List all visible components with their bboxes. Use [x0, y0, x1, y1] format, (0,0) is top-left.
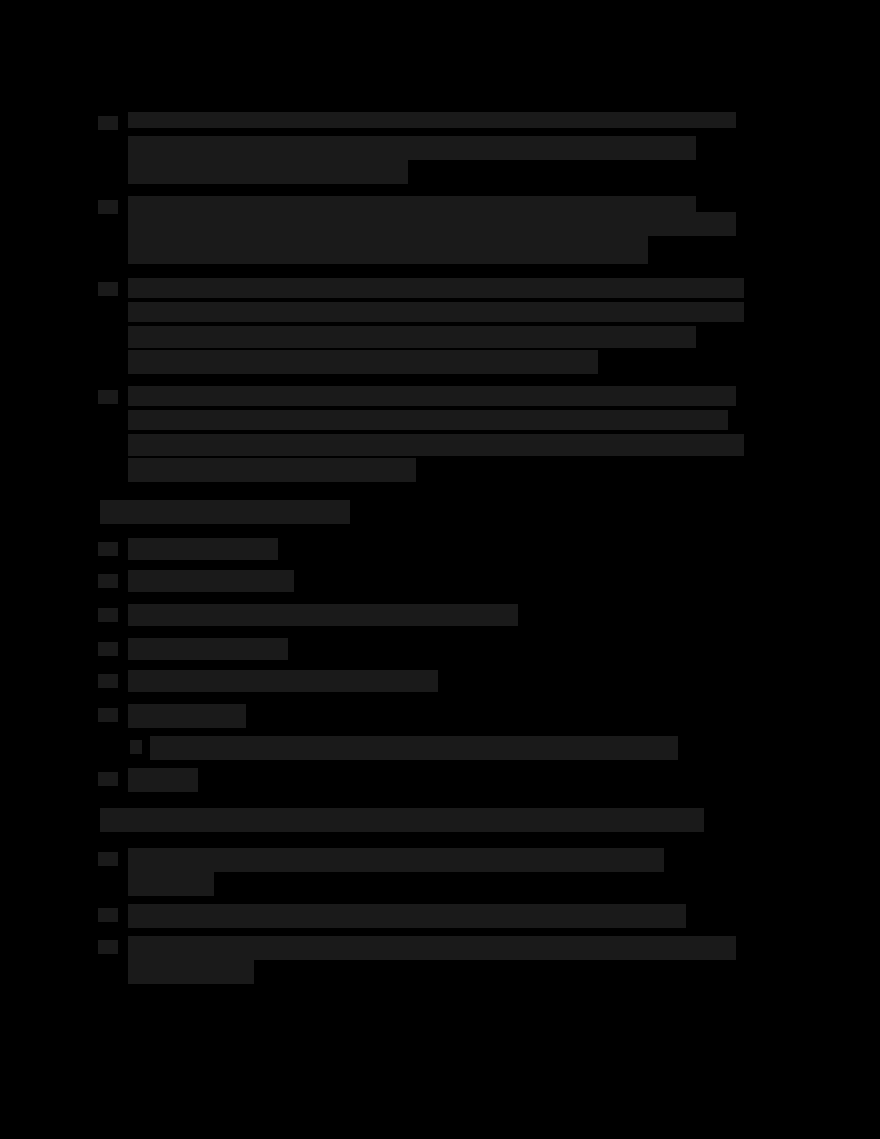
redacted-text-line	[128, 136, 696, 160]
redacted-text-line	[128, 960, 254, 984]
bullet-marker	[98, 282, 118, 296]
redacted-text-line	[128, 604, 518, 626]
redacted-text-line	[128, 848, 664, 872]
bullet-marker	[98, 708, 118, 722]
redacted-text-line	[128, 872, 214, 896]
redacted-text-line	[128, 670, 438, 692]
redacted-text-line	[150, 736, 678, 760]
redacted-text-line	[128, 904, 686, 928]
redacted-text-line	[128, 570, 294, 592]
redacted-text-line	[128, 538, 278, 560]
redacted-text-line	[128, 638, 288, 660]
redacted-text-line	[128, 434, 744, 456]
bullet-marker	[98, 642, 118, 656]
redacted-text-line	[128, 936, 736, 960]
redacted-text-line	[128, 196, 696, 212]
bullet-marker	[98, 940, 118, 954]
bullet-marker	[98, 908, 118, 922]
bullet-marker	[98, 390, 118, 404]
redacted-text-line	[128, 212, 736, 236]
redacted-text-line	[100, 500, 350, 524]
redacted-text-line	[128, 386, 736, 406]
bullet-marker	[98, 772, 118, 786]
bullet-marker	[98, 200, 118, 214]
bullet-marker	[98, 852, 118, 866]
redacted-text-line	[128, 458, 416, 482]
redacted-text-line	[128, 326, 696, 348]
redacted-text-line	[128, 704, 246, 728]
redacted-text-line	[128, 160, 408, 184]
bullet-marker	[98, 574, 118, 588]
redacted-text-line	[100, 808, 704, 832]
redacted-text-line	[128, 768, 198, 792]
redacted-text-line	[128, 112, 736, 128]
bullet-marker	[130, 740, 142, 754]
redacted-text-line	[128, 302, 744, 322]
bullet-marker	[98, 608, 118, 622]
redacted-text-line	[128, 278, 744, 298]
redacted-text-line	[128, 410, 728, 430]
redacted-text-line	[128, 350, 598, 374]
bullet-marker	[98, 542, 118, 556]
bullet-marker	[98, 116, 118, 130]
bullet-marker	[98, 674, 118, 688]
redacted-text-line	[128, 236, 648, 264]
